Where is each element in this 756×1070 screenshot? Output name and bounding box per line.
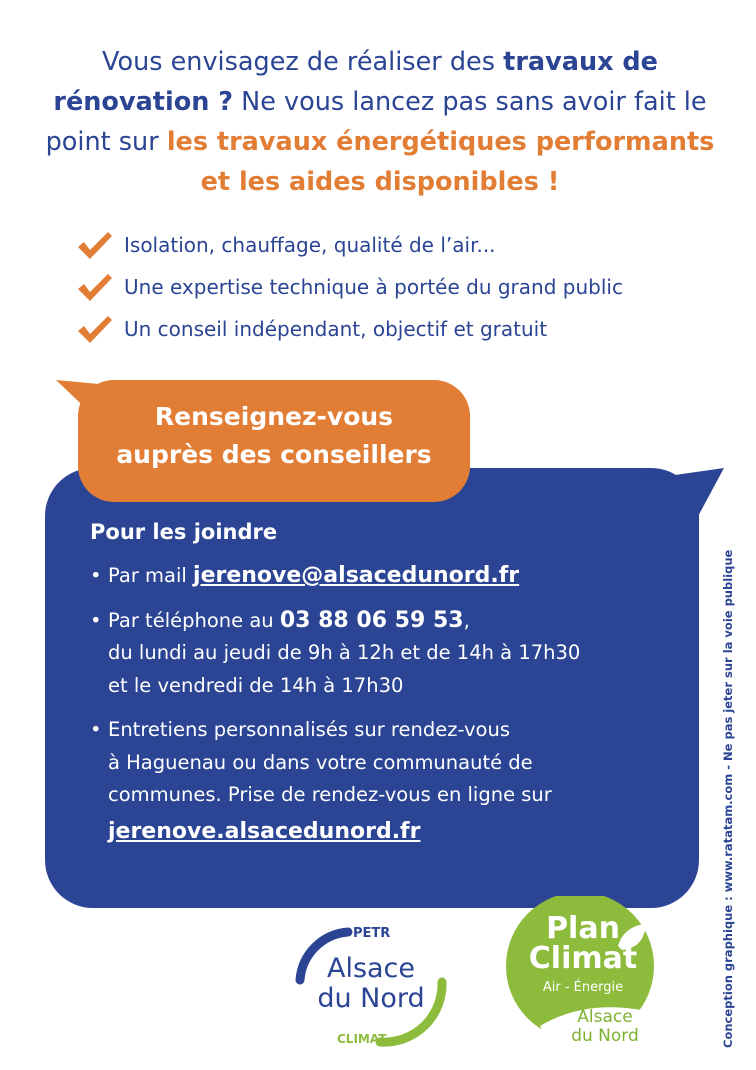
benefit-text: Isolation, chauffage, qualité de l’air... (124, 233, 496, 257)
hours-line-1: du lundi au jeudi de 9h à 12h et de 14h à 17h30 (108, 641, 581, 664)
intro-bold-orange: les travaux énergétiques performants et les aides disponibles ! (166, 127, 715, 197)
hours-line-2: et le vendredi de 14h à 17h30 (108, 673, 404, 697)
plan-title (508, 911, 658, 976)
callout-title (80, 398, 468, 474)
contact-card (90, 520, 680, 848)
intro-part1: Vous envisagez de réaliser des (102, 47, 504, 77)
meeting-text-1: Entretiens personnalisés sur rendez-vous (108, 718, 510, 741)
phone-prefix: Par téléphone au (108, 608, 280, 632)
plan-line1: Plan (546, 911, 620, 946)
petr-name-1: Alsace (326, 953, 416, 984)
phone-suffix: , (463, 608, 470, 632)
intro-bold-blue: travaux de rénovation ? (53, 47, 658, 117)
benefit-text: Un conseil indépendant, objectif et gratuit (124, 317, 548, 341)
meeting-line-1 (90, 714, 680, 747)
design-credit: Conception graphique : www.ratatam.com - Ne pas jeter sur la voie publique (721, 549, 735, 1048)
plan-region-1: Alsace (577, 1007, 633, 1027)
callout-line2: auprès des conseillers (116, 440, 432, 469)
email-link[interactable]: jerenove@alsacedunord.fr (193, 563, 520, 588)
petr-name (316, 954, 426, 1014)
plan-region (560, 1008, 650, 1046)
petr-label: PETR (353, 926, 391, 941)
website-line (90, 816, 680, 849)
contact-heading: Pour les joindre (90, 520, 278, 544)
bullet: • (90, 718, 102, 741)
mail-line (90, 560, 680, 593)
bullet: • (90, 608, 102, 632)
meeting-line-3: communes. Prise de rendez-vous en ligne sur (108, 783, 552, 806)
benefit-text: Une expertise technique à portée du grand public (124, 275, 623, 299)
plan-line2: Climat (528, 941, 638, 976)
mail-prefix: Par mail (108, 564, 194, 587)
phone-number[interactable]: 03 88 06 59 53 (279, 607, 464, 633)
petr-climat: CLIMAT (337, 1032, 387, 1046)
website-link[interactable]: jerenove.alsacedunord.fr (108, 818, 421, 844)
plan-sub: Air - Énergie (542, 980, 624, 995)
intro-part2: Ne vous lancez pas sans avoir fait le point sur (45, 87, 707, 157)
meeting-line-2: à Haguenau ou dans votre communauté de (108, 750, 533, 774)
bullet: • (90, 564, 102, 587)
plan-region-2: du Nord (571, 1026, 639, 1046)
callout-line1: Renseignez-vous (154, 402, 394, 431)
petr-name-2: du Nord (317, 983, 425, 1014)
phone-line (90, 605, 680, 638)
